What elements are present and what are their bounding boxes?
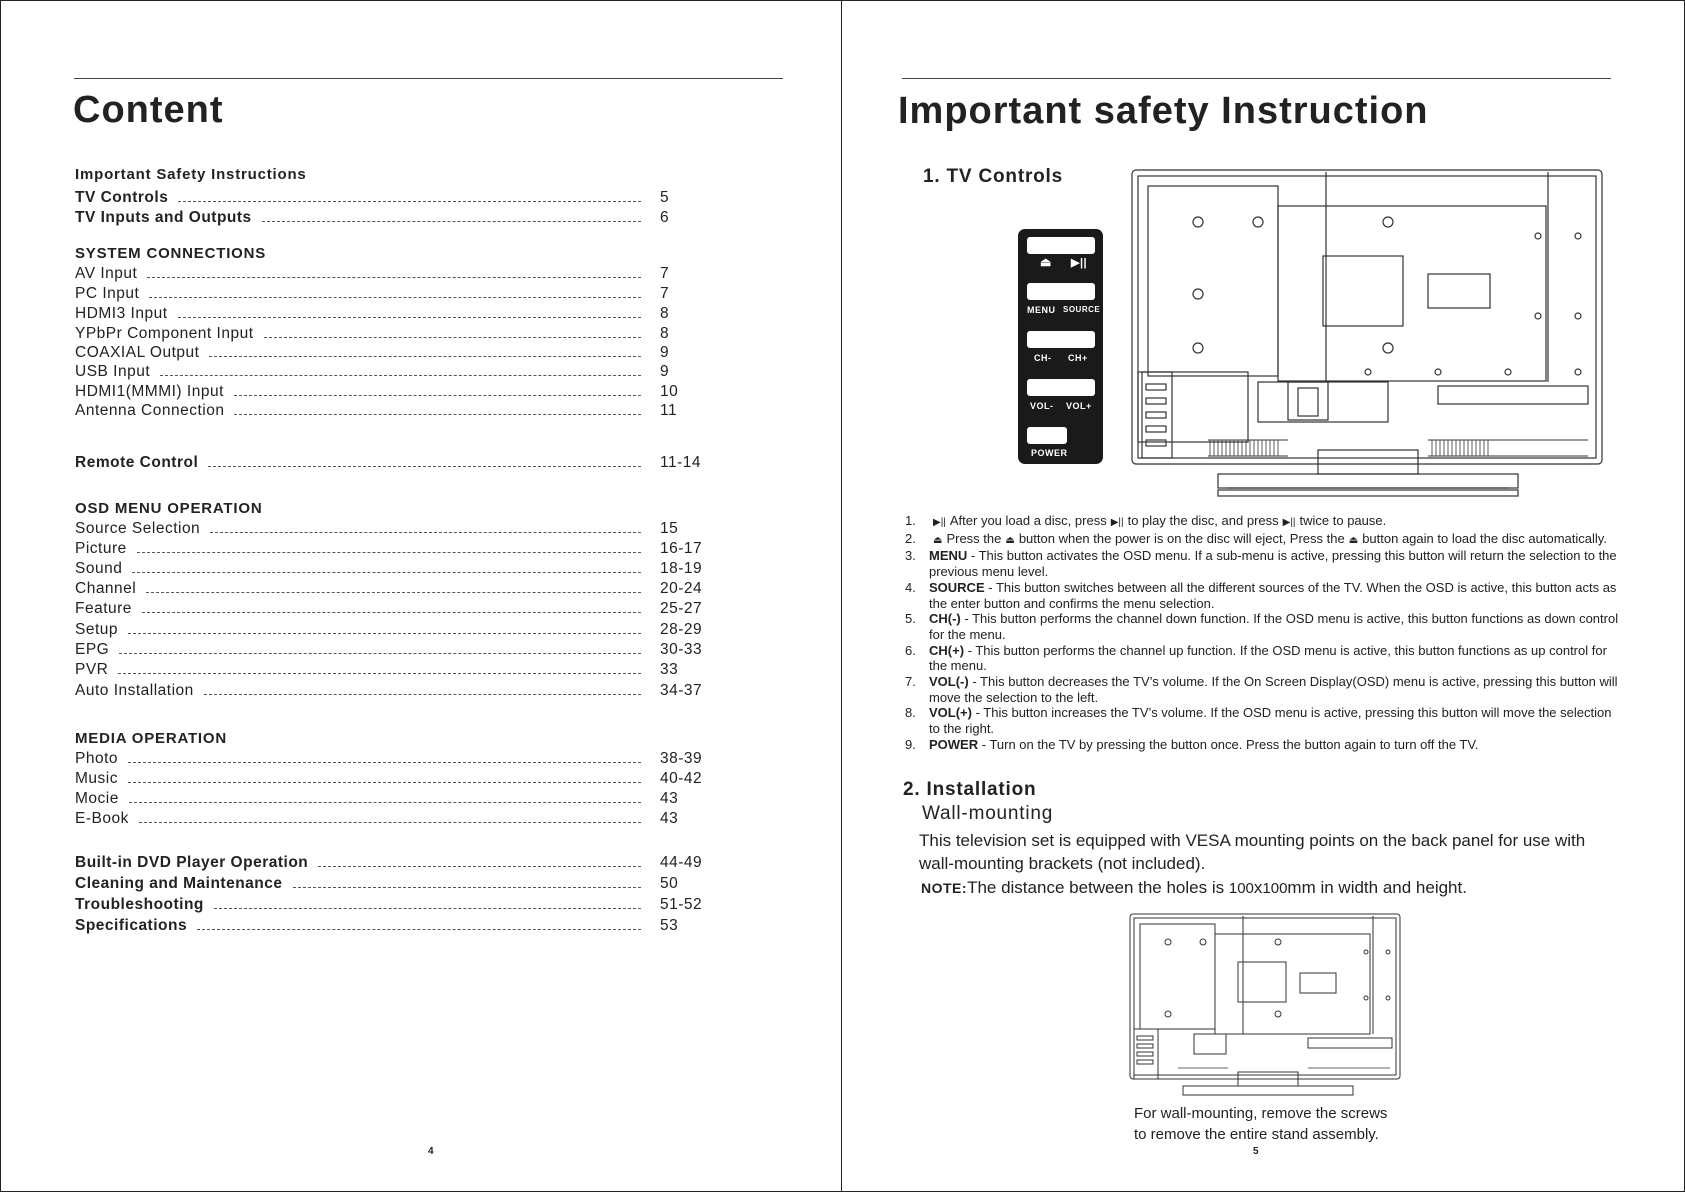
toc-entry-page: 9 <box>660 344 670 361</box>
toc-entry-label: USB Input <box>75 363 151 380</box>
toc-leader-dots <box>210 532 641 533</box>
toc-leader-dots <box>132 572 641 573</box>
toc-entry-page: 9 <box>660 363 670 380</box>
toc-entry-label: Cleaning and Maintenance <box>75 875 283 892</box>
toc-entry-page: 8 <box>660 325 670 342</box>
toc-entry <box>75 682 705 700</box>
list-number: 7. <box>905 674 916 690</box>
play-pause-icon: ▶|| <box>1282 517 1296 528</box>
toc-leader-dots <box>264 337 641 338</box>
eject-icon: ⏏ <box>1005 534 1015 546</box>
toc-leader-dots <box>128 762 641 763</box>
toc-section-heading: SYSTEM CONNECTIONS <box>75 245 267 262</box>
toc-entry-label: Specifications <box>75 917 188 934</box>
toc-entry-label: PVR <box>75 661 109 678</box>
tv-back-illustration <box>1128 166 1606 502</box>
toc-leader-dots <box>118 673 641 674</box>
list-text <box>929 643 1625 674</box>
toc-entry-page: 28-29 <box>660 621 703 638</box>
panel-label-power: POWER <box>1031 448 1068 458</box>
control-list-item <box>905 674 1625 705</box>
play-pause-icon: ▶|| <box>933 517 946 528</box>
wall-mount-caption <box>1134 1103 1387 1145</box>
list-text-part: button again to load the disc automatically. <box>1362 530 1607 546</box>
toc-leader-dots <box>234 395 641 396</box>
control-list-item <box>905 531 1625 549</box>
toc-entry <box>75 285 705 303</box>
control-list-item <box>905 611 1625 642</box>
list-text <box>929 737 1478 753</box>
control-list-item <box>905 580 1625 611</box>
toc-entry-label: Mocie <box>75 790 119 807</box>
toc-section-heading: MEDIA OPERATION <box>75 730 228 747</box>
panel-button-eject-play <box>1027 237 1095 254</box>
list-text <box>929 548 1625 579</box>
toc-entry-label: Built-in DVD Player Operation <box>75 854 309 871</box>
toc-entry <box>75 854 705 872</box>
list-text <box>929 674 1625 705</box>
list-text <box>929 705 1625 736</box>
toc-leader-dots <box>178 201 641 202</box>
list-text <box>929 513 1386 531</box>
toc-entry <box>75 540 705 558</box>
list-text-part: to play the disc, and press <box>1127 513 1279 528</box>
list-number: 3. <box>905 548 916 564</box>
page-divider <box>841 0 842 1192</box>
toc-leader-dots <box>197 929 641 930</box>
toc-entry-page: 43 <box>660 810 679 827</box>
toc-entry-label: AV Input <box>75 265 138 282</box>
note-text-b: mm in width and height. <box>1287 878 1467 897</box>
toc-leader-dots <box>293 887 641 888</box>
note-label: NOTE: <box>921 880 968 896</box>
toc-entry <box>75 520 705 538</box>
toc-entry <box>75 265 705 283</box>
toc-leader-dots <box>214 908 641 909</box>
control-description: - This button performs the channel up function. If the OSD menu is active, this button functions as up control for the menu. <box>929 642 1607 674</box>
panel-label-menu: MENU <box>1027 305 1056 315</box>
toc-entry <box>75 305 705 323</box>
toc-leader-dots <box>209 356 641 357</box>
toc-entry-label: Source Selection <box>75 520 201 537</box>
list-number: 2. <box>905 530 916 546</box>
list-number: 8. <box>905 705 916 721</box>
control-key-name: VOL(-) <box>929 674 969 690</box>
toc-entry <box>75 770 705 788</box>
control-key-name: MENU <box>929 548 968 564</box>
section-installation: 2. Installation <box>903 779 1037 800</box>
toc-entry <box>75 875 705 893</box>
toc-entry-label: Auto Installation <box>75 682 194 699</box>
panel-label-ch-minus: CH- <box>1034 353 1052 363</box>
toc-entry-page: 6 <box>660 209 670 226</box>
toc-leader-dots <box>119 653 641 654</box>
toc-entry-page: 40-42 <box>660 770 703 787</box>
toc-entry-page: 7 <box>660 265 670 282</box>
panel-button-power <box>1027 427 1067 444</box>
toc-entry-page: 50 <box>660 875 679 892</box>
control-key-name: CH(-) <box>929 611 961 627</box>
toc-entry-label: HDMI3 Input <box>75 305 168 322</box>
toc-leader-dots <box>128 782 641 783</box>
toc-entry-page: 18-19 <box>660 560 703 577</box>
list-text <box>929 611 1625 642</box>
toc-leader-dots <box>128 633 641 634</box>
note-x: x <box>1253 878 1263 897</box>
toc-entry-label: Music <box>75 770 118 787</box>
toc-entry <box>75 641 705 659</box>
control-key-name: CH(+) <box>929 642 965 658</box>
panel-label-vol-plus: VOL+ <box>1066 401 1092 411</box>
toc-entry-page: 44-49 <box>660 854 703 871</box>
toc-entry <box>75 917 705 935</box>
control-list-item <box>905 513 1625 531</box>
toc-entry-page: 38-39 <box>660 750 703 767</box>
toc-entry <box>75 325 705 343</box>
toc-entry-page: 34-37 <box>660 682 703 699</box>
toc-entry-page: 11 <box>660 402 678 419</box>
note-line <box>921 878 1467 898</box>
control-description: - Turn on the TV by pressing the button once. Press the button again to turn off the TV. <box>978 736 1479 752</box>
toc-entry-page: 10 <box>660 383 679 400</box>
page-title-safety: Important safety Instruction <box>898 90 1429 132</box>
toc-entry-page: 8 <box>660 305 670 322</box>
caption-line-2: to remove the entire stand assembly. <box>1134 1126 1379 1143</box>
top-rule-right <box>902 78 1611 79</box>
panel-label-vol-minus: VOL- <box>1030 401 1054 411</box>
control-key-name: SOURCE <box>929 579 985 595</box>
control-description: - This button activates the OSD menu. If a sub-menu is active, pressing this button will return the selection to the previous menu level. <box>929 548 1617 580</box>
toc-entry <box>75 344 705 362</box>
toc-section-heading: OSD MENU OPERATION <box>75 500 263 517</box>
play-pause-icon: ▶|| <box>1110 517 1124 528</box>
list-number: 4. <box>905 579 916 595</box>
tv-controls-list <box>905 513 1625 753</box>
toc-entry-page: 25-27 <box>660 600 703 617</box>
toc-entry-page: 51-52 <box>660 896 703 913</box>
eject-icon: ⏏ <box>1040 255 1052 269</box>
list-number: 6. <box>905 642 916 658</box>
toc-entry <box>75 661 705 679</box>
toc-entry-page: 7 <box>660 285 670 302</box>
page-title-content: Content <box>73 89 224 131</box>
toc-leader-dots <box>139 822 641 823</box>
list-text-part: twice to pause. <box>1299 513 1387 528</box>
toc-leader-dots <box>129 802 641 803</box>
toc-entry <box>75 402 705 420</box>
toc-entry <box>75 600 705 618</box>
control-list-item <box>905 643 1625 674</box>
panel-button-volume <box>1027 379 1095 396</box>
tv-control-panel <box>1018 229 1103 464</box>
toc-entry-page: 43 <box>660 790 679 807</box>
toc-entry <box>75 363 705 381</box>
page-number-left: 4 <box>428 1146 434 1157</box>
control-list-item <box>905 737 1625 753</box>
list-text <box>929 531 1607 549</box>
toc-leader-dots <box>146 592 641 593</box>
toc-leader-dots <box>160 375 641 376</box>
list-text-part: button when the power is on the disc will eject, Press the <box>1018 530 1345 546</box>
toc-leader-dots <box>262 221 641 222</box>
toc-entry-page: 30-33 <box>660 641 703 658</box>
toc-entry-label: Antenna Connection <box>75 402 225 419</box>
toc-entry <box>75 189 705 207</box>
tv-back-small-illustration <box>1128 912 1403 1098</box>
toc-entry <box>75 750 705 768</box>
toc-entry-label: Setup <box>75 621 119 638</box>
toc-entry-label: COAXIAL Output <box>75 344 200 361</box>
control-description: - This button decreases the TV’s volume. If the On Screen Display(OSD) menu is active, pressing this button will move the selection to the left. <box>929 674 1618 705</box>
toc-entry <box>75 580 705 598</box>
toc-leader-dots <box>149 297 641 298</box>
toc-entry-label: TV Controls <box>75 189 169 206</box>
toc-entry <box>75 560 705 578</box>
top-rule-left <box>74 78 783 79</box>
section-tv-controls: 1. TV Controls <box>923 166 1063 187</box>
toc-leader-dots <box>318 866 641 867</box>
toc-entry <box>75 383 705 401</box>
toc-entry-label: HDMI1(MMMI) Input <box>75 383 224 400</box>
note-height: 100 <box>1262 880 1288 897</box>
panel-label-source: SOURCE <box>1063 305 1101 314</box>
toc-entry-label: EPG <box>75 641 110 658</box>
toc-leader-dots <box>204 694 641 695</box>
control-list-item <box>905 705 1625 736</box>
toc-entry-label: Troubleshooting <box>75 896 204 913</box>
panel-button-menu-source <box>1027 283 1095 300</box>
toc-entry <box>75 896 705 914</box>
control-description: - This button switches between all the different sources of the TV. When the OSD is active, this button acts as the enter button and confirms the menu selection. <box>929 579 1617 611</box>
control-key-name: POWER <box>929 736 979 752</box>
toc-entry-label: Remote Control <box>75 454 199 471</box>
list-text <box>929 580 1625 611</box>
toc-entry-label: PC Input <box>75 285 140 302</box>
toc-entry-label: Photo <box>75 750 119 767</box>
toc-leader-dots <box>147 277 641 278</box>
list-number: 9. <box>905 736 916 752</box>
page-number-right: 5 <box>1253 1146 1259 1157</box>
toc-leader-dots <box>137 552 641 553</box>
control-description: - This button increases the TV’s volume. If the OSD menu is active, pressing this button will move the selection to the right. <box>929 705 1612 737</box>
toc-entry <box>75 621 705 639</box>
control-key-name: VOL(+) <box>929 705 972 721</box>
toc-entry-page: 5 <box>660 189 670 206</box>
toc-entry <box>75 810 705 828</box>
panel-label-ch-plus: CH+ <box>1068 353 1088 363</box>
wall-mounting-heading: Wall-mounting <box>922 803 1054 824</box>
toc-entry-page: 11-14 <box>660 454 701 471</box>
panel-button-channel <box>1027 331 1095 348</box>
toc-entry <box>75 790 705 808</box>
toc-entry-page: 16-17 <box>660 540 703 557</box>
toc-header: Important Safety Instructions <box>75 166 307 183</box>
toc-entry-page: 33 <box>660 661 679 678</box>
toc-leader-dots <box>234 414 641 415</box>
list-number: 5. <box>905 611 916 627</box>
toc-entry <box>75 209 705 227</box>
toc-entry-label: Channel <box>75 580 137 597</box>
toc-entry-label: E-Book <box>75 810 129 827</box>
toc-leader-dots <box>142 612 641 613</box>
toc-entry-label: Sound <box>75 560 123 577</box>
toc-entry-page: 15 <box>660 520 679 537</box>
control-list-item <box>905 548 1625 579</box>
toc-entry <box>75 454 705 472</box>
toc-entry-page: 53 <box>660 917 679 934</box>
toc-leader-dots <box>178 317 641 318</box>
list-number: 1. <box>905 513 916 528</box>
toc-entry-label: TV Inputs and Outputs <box>75 209 252 226</box>
note-width: 100 <box>1228 880 1254 897</box>
toc-leader-dots <box>208 466 641 467</box>
toc-entry-page: 20-24 <box>660 580 703 597</box>
toc-entry-label: YPbPr Component Input <box>75 325 254 342</box>
control-description: - This button performs the channel down function. If the OSD menu is active, this button functions as down control for the menu. <box>929 611 1619 642</box>
note-text-a: The distance between the holes is <box>967 878 1225 897</box>
list-text-part: Press the <box>946 530 1002 546</box>
list-text-part: After you load a disc, press <box>949 513 1107 528</box>
eject-icon: ⏏ <box>1348 534 1359 546</box>
vesa-description: This television set is equipped with VESA mounting points on the back panel for use with wall-mounting brackets (not included). <box>919 831 1586 873</box>
play-pause-icon: ▶|| <box>1071 257 1088 269</box>
toc-entry-label: Feature <box>75 600 132 617</box>
toc-entry-label: Picture <box>75 540 127 557</box>
caption-line-1: For wall-mounting, remove the screws <box>1134 1105 1388 1122</box>
eject-icon: ⏏ <box>933 534 943 546</box>
